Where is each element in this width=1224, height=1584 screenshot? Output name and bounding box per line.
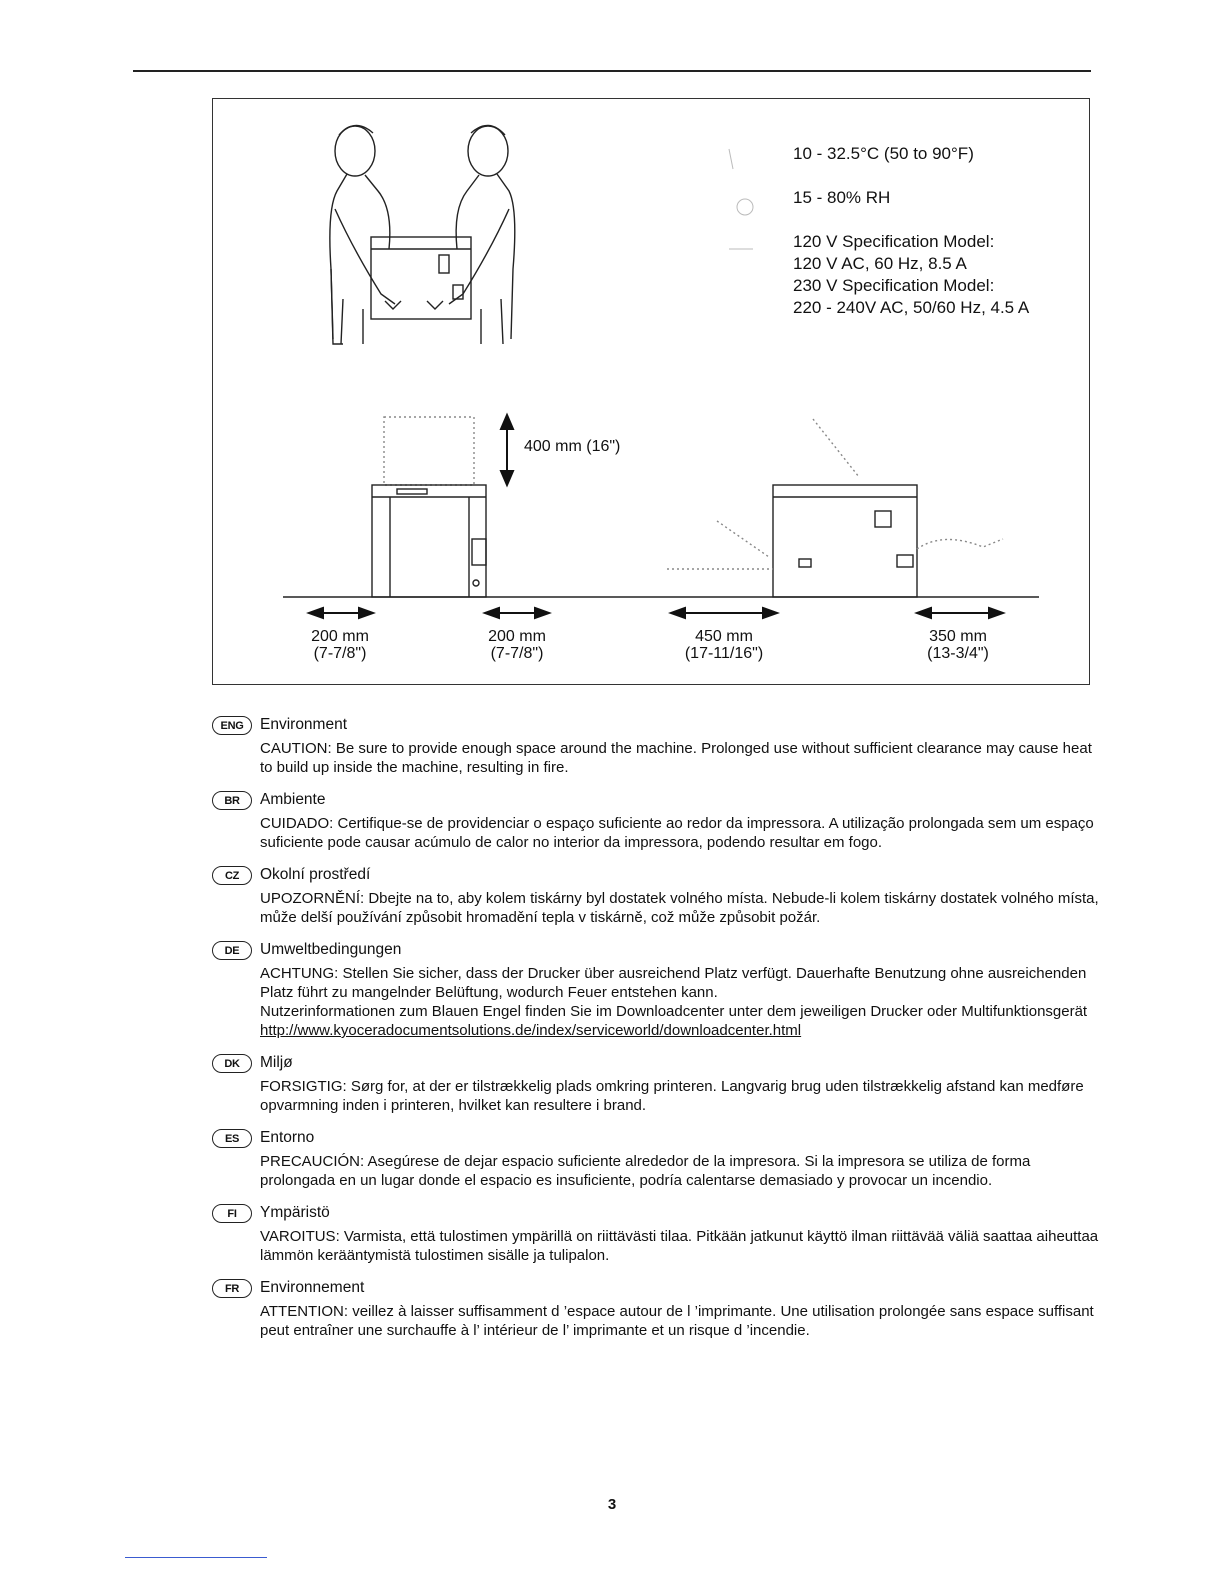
printer-front-view-drawing (372, 417, 486, 597)
section-paragraph: UPOZORNĚNÍ: Dbejte na to, aby kolem tiskárny byl dostatek volného místa. Nebude-li kolem tiskárny dostatek volného místa, může delší používání způsobit hromadění tepla v tiskárně, což může způsobit požár. (260, 890, 1099, 926)
temperature-spec: 10 - 32.5°C (50 to 90°F) (793, 144, 974, 163)
language-badge: DE (212, 941, 252, 960)
power-spec-line: 120 V AC, 60 Hz, 8.5 A (793, 254, 967, 273)
section-paragraph: VAROITUS: Varmista, että tulostimen ympärillä on riittävästi tilaa. Pitkään jatkunut käyttö ilman riittävää väliä saattaa aiheuttaa lämmön kerääntymistä tulostimen sisälle ja tulipalon. (260, 1228, 1099, 1264)
clearance-mm: 200 mm (311, 628, 369, 645)
section-paragraph: ACHTUNG: Stellen Sie sicher, dass der Drucker über ausreichend Platz verfügt. Dauerhafte Benutzung ohne ausreichenden Platz führt zu mangelnder Belüftung, wodurch Feuer entstehen kann. (260, 965, 1087, 1001)
power-spec-line: 230 V Specification Model: (793, 276, 995, 295)
power-spec-line: 220 - 240V AC, 50/60 Hz, 4.5 A (793, 298, 1030, 317)
section-paragraph: CUIDADO: Certifique-se de providenciar o espaço suficiente ao redor da impressora. A utilização prolongada sem um espaço suficiente pode causar acúmulo de calor no interior da impressora, podendo resultar em fogo. (260, 815, 1094, 851)
section-paragraph (260, 1002, 1100, 1040)
section-title: Ympäristö (260, 1204, 330, 1221)
clearance-label-front (893, 628, 1023, 662)
bottom-rule (125, 1557, 267, 1558)
printer-side-view-drawing (667, 419, 1003, 597)
section-fr (210, 1278, 1100, 1340)
top-rule (133, 70, 1091, 72)
section-body (260, 964, 1100, 1040)
clearance-label-left (275, 628, 405, 662)
section-br (210, 790, 1100, 852)
installation-figure (212, 98, 1090, 685)
section-title: Environment (260, 716, 348, 733)
clearance-mm: 350 mm (929, 628, 987, 645)
clearance-inch: (13-3/4") (927, 645, 989, 662)
section-body (260, 1077, 1100, 1115)
section-title: Environnement (260, 1279, 365, 1296)
section-body (260, 1227, 1100, 1265)
section-title: Entorno (260, 1129, 315, 1146)
clearance-arrows (309, 608, 1003, 618)
power-spec-line: 120 V Specification Model: (793, 232, 995, 251)
language-badge: BR (212, 791, 252, 810)
section-body (260, 1302, 1100, 1340)
clearance-inch: (17-11/16") (684, 645, 764, 662)
section-body (260, 889, 1100, 927)
clearance-inch: (7-7/8") (313, 645, 367, 662)
clearance-mm: 450 mm (695, 628, 753, 645)
section-title: Umweltbedingungen (260, 941, 402, 958)
section-cz (210, 865, 1100, 927)
language-badge: ES (212, 1129, 252, 1148)
section-title: Okolní prostředí (260, 866, 371, 883)
language-badge: CZ (212, 866, 252, 885)
section-title: Ambiente (260, 791, 326, 808)
download-center-link[interactable]: http://www.kyoceradocumentsolutions.de/index/serviceworld/downloadcenter.html (260, 1022, 802, 1039)
section-body (260, 1152, 1100, 1190)
people-carrying-printer-illustration (330, 125, 515, 344)
page-number: 3 (607, 1496, 617, 1513)
section-body (260, 739, 1100, 777)
section-title: Miljø (260, 1054, 293, 1071)
section-fi (210, 1203, 1100, 1265)
clearance-inch: (7-7/8") (490, 645, 544, 662)
language-badge: ENG (212, 716, 252, 735)
language-badge: DK (212, 1054, 252, 1073)
section-paragraph: FORSIGTIG: Sørg for, at der er tilstrækkelig plads omkring printeren. Langvarig brug uden tilstrækkelig afstand kan medføre opvarmning inden i printeren, hvilket kan resultere i brand. (260, 1078, 1084, 1114)
section-body (260, 814, 1100, 852)
section-es (210, 1128, 1100, 1190)
section-dk (210, 1053, 1100, 1115)
clearance-mm: 200 mm (488, 628, 546, 645)
section-eng (210, 715, 1100, 777)
top-clearance-arrow (501, 415, 513, 485)
section-paragraph: ATTENTION: veillez à laisser suffisamment d ’espace autour de l ’imprimante. Une utilisation prolongée sans espace suffisant peut entraîner une surchauffe à l’ intérieur de l’ imprimante et un risque d ’incendie. (260, 1303, 1094, 1339)
language-badge: FI (212, 1204, 252, 1223)
section-paragraph: CAUTION: Be sure to provide enough space around the machine. Prolonged use without sufficient clearance may cause heat to build up inside the machine, resulting in fire. (260, 740, 1092, 776)
top-clearance-label: 400 mm (16") (524, 438, 621, 455)
section-paragraph: PRECAUCIÓN: Asegúrese de dejar espacio suficiente alrededor de la impresora. Si la impresora se utiliza de forma prolongada en un lugar donde el espacio es insuficiente, podría calentarse demasiado y provocar un incendio. (260, 1153, 1031, 1189)
environment-specs (793, 143, 1029, 341)
humidity-spec: 15 - 80% RH (793, 188, 891, 207)
section-paragraph-text: Nutzerinformationen zum Blauen Engel finden Sie im Downloadcenter unter dem jeweiligen Drucker oder Multifunktionsgerät (260, 1003, 1088, 1020)
language-badge: FR (212, 1279, 252, 1298)
spec-icons (729, 149, 753, 249)
section-de (210, 940, 1100, 1040)
clearance-label-rear (659, 628, 789, 662)
language-sections (210, 715, 1100, 1353)
clearance-label-right (452, 628, 582, 662)
